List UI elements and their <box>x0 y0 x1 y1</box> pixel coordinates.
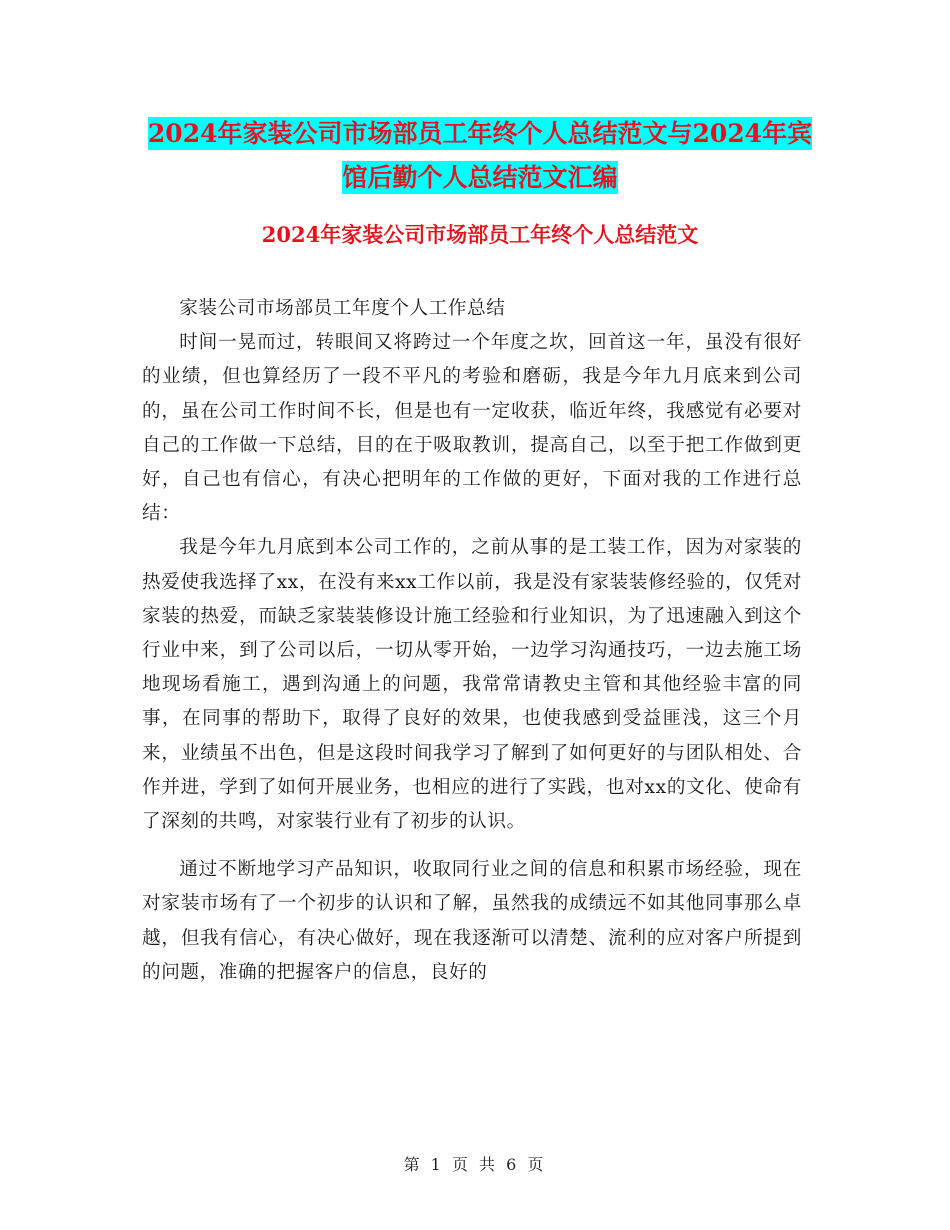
document-title <box>140 112 820 200</box>
body-paragraph: 我是今年九月底到本公司工作的，之前从事的是工装工作，因为对家装的热爱使我选择了xx，在没有来xx工作以前，我是没有家装装修经验的，仅凭对家装的热爱，而缺乏家装装修设计施工经验和行业知识，为了迅速融入到这个行业中来，到了公司以后，一切从零开始，一边学习沟通技巧，一边去施工场地现场看施工，遇到沟通上的问题，我常常请教史主管和其他经验丰富的同事，在同事的帮助下，取得了良好的效果，也使我感到受益匪浅，这三个月来，业绩虽不出色，但是这段时间我学习了解到了如何更好的与团队相处、合作并进，学到了如何开展业务，也相应的进行了实践，也对xx的文化、使命有了深刻的共鸣，对家装行业有了初步的认识。 <box>142 537 802 833</box>
document-body <box>142 292 802 990</box>
body-paragraph: 家装公司市场部员工年度个人工作总结 <box>179 298 506 319</box>
body-paragraph: 时间一晃而过，转眼间又将跨过一个年度之坎，回首这一年，虽没有很好的业绩，但也算经历了一段不平凡的考验和磨砺，我是今年九月底来到公司的，虽在公司工作时间不长，但是也有一定收获，临近年终，我感觉有必要对自己的工作做一下总结，目的在于吸取教训，提高自己，以至于把工作做到更好，自己也有信心，有决心把明年的工作做的更好，下面对我的工作进行总结： <box>142 332 802 525</box>
section-title: 2024年家装公司市场部员工年终个人总结范文 <box>261 222 699 247</box>
document-title-text: 2024年家装公司市场部员工年终个人总结范文与2024年宾馆后勤个人总结范文汇编 <box>147 119 813 192</box>
page-footer: 第 1 页 共 6 页 <box>403 1155 547 1174</box>
body-paragraph: 通过不断地学习产品知识，收取同行业之间的信息和积累市场经验，现在对家装市场有了一个初步的认识和了解，虽然我的成绩远不如其他同事那么卓越，但我有信心，有决心做好，现在我逐渐可以清楚、流利的应对客户所提到的问题，准确的把握客户的信息，良好的 <box>142 859 802 983</box>
